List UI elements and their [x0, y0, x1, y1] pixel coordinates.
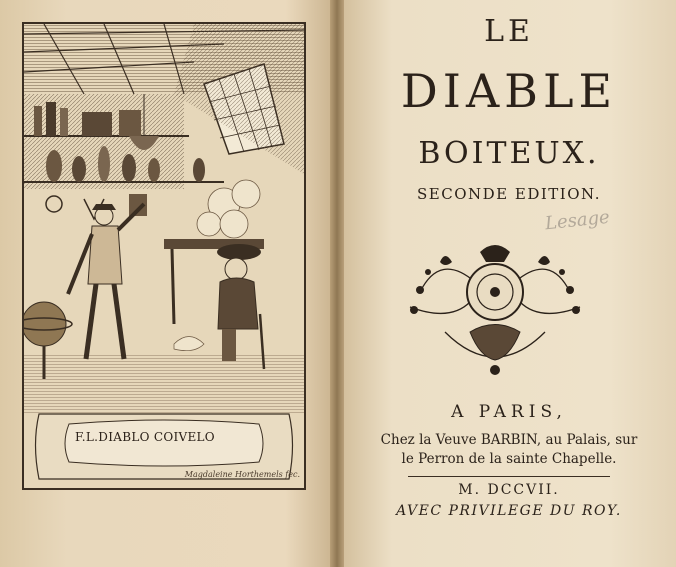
frontispiece-engraving: [22, 22, 306, 490]
handwritten-note: Lesage: [544, 206, 611, 235]
imprint-publisher-line1: Chez la Veuve BARBIN, au Palais, sur: [380, 432, 638, 448]
floor: [24, 354, 304, 414]
title-line-diable: DIABLE: [400, 64, 618, 118]
smoke-cloud: [197, 180, 260, 238]
title-line-le: LE: [484, 14, 534, 49]
imprint-publisher-line2: le Perron de la sainte Chapelle.: [401, 451, 617, 467]
engraving-scene: [24, 24, 304, 488]
student-figure: [68, 204, 144, 359]
devil-figure: [217, 244, 264, 369]
imprint-place: A PARIS,: [451, 402, 567, 422]
imprint-rule: [408, 476, 610, 477]
privilege-statement: AVEC PRIVILEGE DU ROY.: [396, 503, 622, 519]
imprint-year: M. DCCVII.: [458, 482, 560, 498]
title-line-boiteux: BOITEUX.: [418, 136, 600, 171]
edition-statement: SECONDE EDITION.: [417, 185, 601, 203]
frontispiece-caption: F.L.DIABLO COIVELO: [75, 430, 215, 444]
bookshelves: [24, 94, 224, 189]
engraver-signature: Magdaleine Horthemels fec.: [184, 470, 300, 479]
printers-ornament: [400, 232, 590, 382]
